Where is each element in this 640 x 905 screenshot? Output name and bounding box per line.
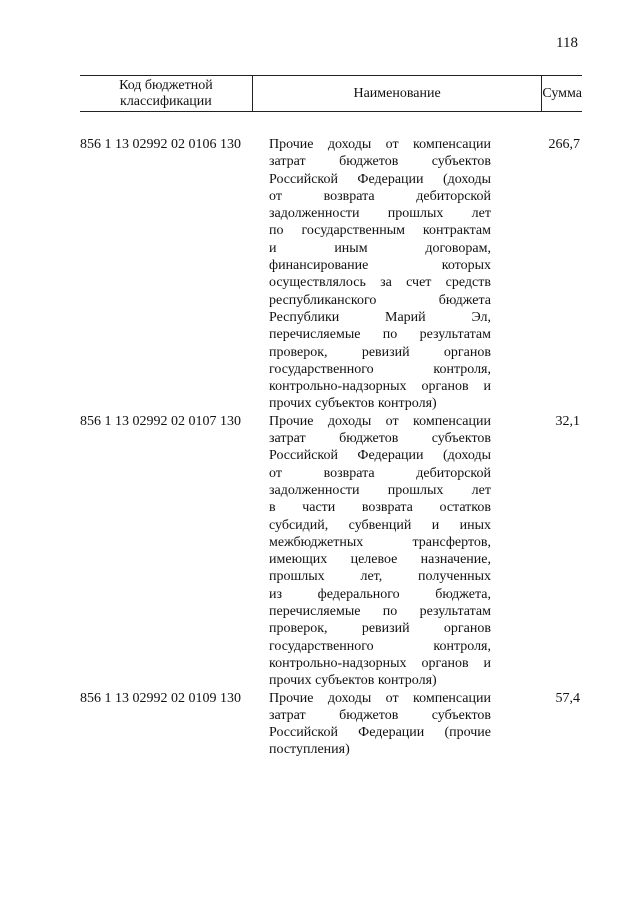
page-number: 118 [556,35,578,51]
table-body [80,136,582,759]
income-name-line: государственного контроля, [269,361,491,377]
income-name-line: прошлых лет, полученных [269,569,491,585]
budget-code: 856 1 13 02992 02 0106 130 [80,137,241,152]
income-name-line: Республики Марий Эл, [269,309,491,325]
header-code-line2: классификации [120,93,212,109]
income-name-line: республиканского бюджета [269,292,491,308]
table-row [80,690,582,759]
income-name-line: осуществлялось за счет средств [269,275,491,291]
income-name-line: Прочие доходы от компенсации [269,690,491,706]
header-sum: Сумма [542,85,582,101]
income-name-line: Российской Федерации (доходы [269,448,491,464]
budget-code: 856 1 13 02992 02 0107 130 [80,413,241,429]
income-name-line: Российской Федерации (прочие [269,725,491,741]
income-name-line: прочих субъектов контроля) [269,673,437,689]
income-name-line: имеющих целевое назначение, [269,552,491,568]
income-name-line: от возврата дебиторской [269,188,491,204]
income-name-line: затрат бюджетов субъектов [269,707,491,723]
income-name-line: затрат бюджетов субъектов [269,431,491,447]
income-name-line: по государственным контрактам [269,223,491,239]
income-name-line: государственного контроля, [269,638,491,654]
income-name-line: поступления) [269,742,350,758]
income-name-line: перечисляемые по результатам [269,327,491,343]
income-name [269,413,491,690]
table-header [80,75,582,112]
income-name-line: финансирование которых [269,258,491,274]
income-name [269,690,491,759]
income-name-line: от возврата дебиторской [269,465,491,481]
income-name-line: контрольно-надзорных органов и [269,655,491,671]
income-name-line: прочих субъектов контроля) [269,396,437,412]
income-name-line: контрольно-надзорных органов и [269,379,491,395]
income-name-line: проверок, ревизий органов [269,344,491,360]
income-name-line: Прочие доходы от компенсации [269,137,491,152]
income-name-line: в части возврата остатков [269,500,491,516]
table-row [80,413,582,690]
amount: 266,7 [548,137,580,152]
header-name: Наименование [253,76,543,111]
amount: 32,1 [555,413,580,429]
income-name-line: межбюджетных трансфертов, [269,534,491,550]
income-name-line: из федерального бюджета, [269,586,491,602]
income-name-line: проверок, ревизий органов [269,621,491,637]
budget-code: 856 1 13 02992 02 0109 130 [80,690,241,706]
income-name-line: субсидий, субвенций и иных [269,517,491,533]
income-name-line: Прочие доходы от компенсации [269,413,491,429]
header-code [80,76,253,111]
amount: 57,4 [555,690,580,706]
income-name-line: задолженности прошлых лет [269,482,491,498]
income-name [269,136,491,413]
table-row [80,136,582,413]
income-name-line: задолженности прошлых лет [269,206,491,222]
income-name-line: и иным договорам, [269,240,491,256]
income-name-line: перечисляемые по результатам [269,604,491,620]
income-name-line: затрат бюджетов субъектов [269,154,491,170]
income-name-line: Российской Федерации (доходы [269,171,491,187]
header-code-line1: Код бюджетной [119,77,213,93]
